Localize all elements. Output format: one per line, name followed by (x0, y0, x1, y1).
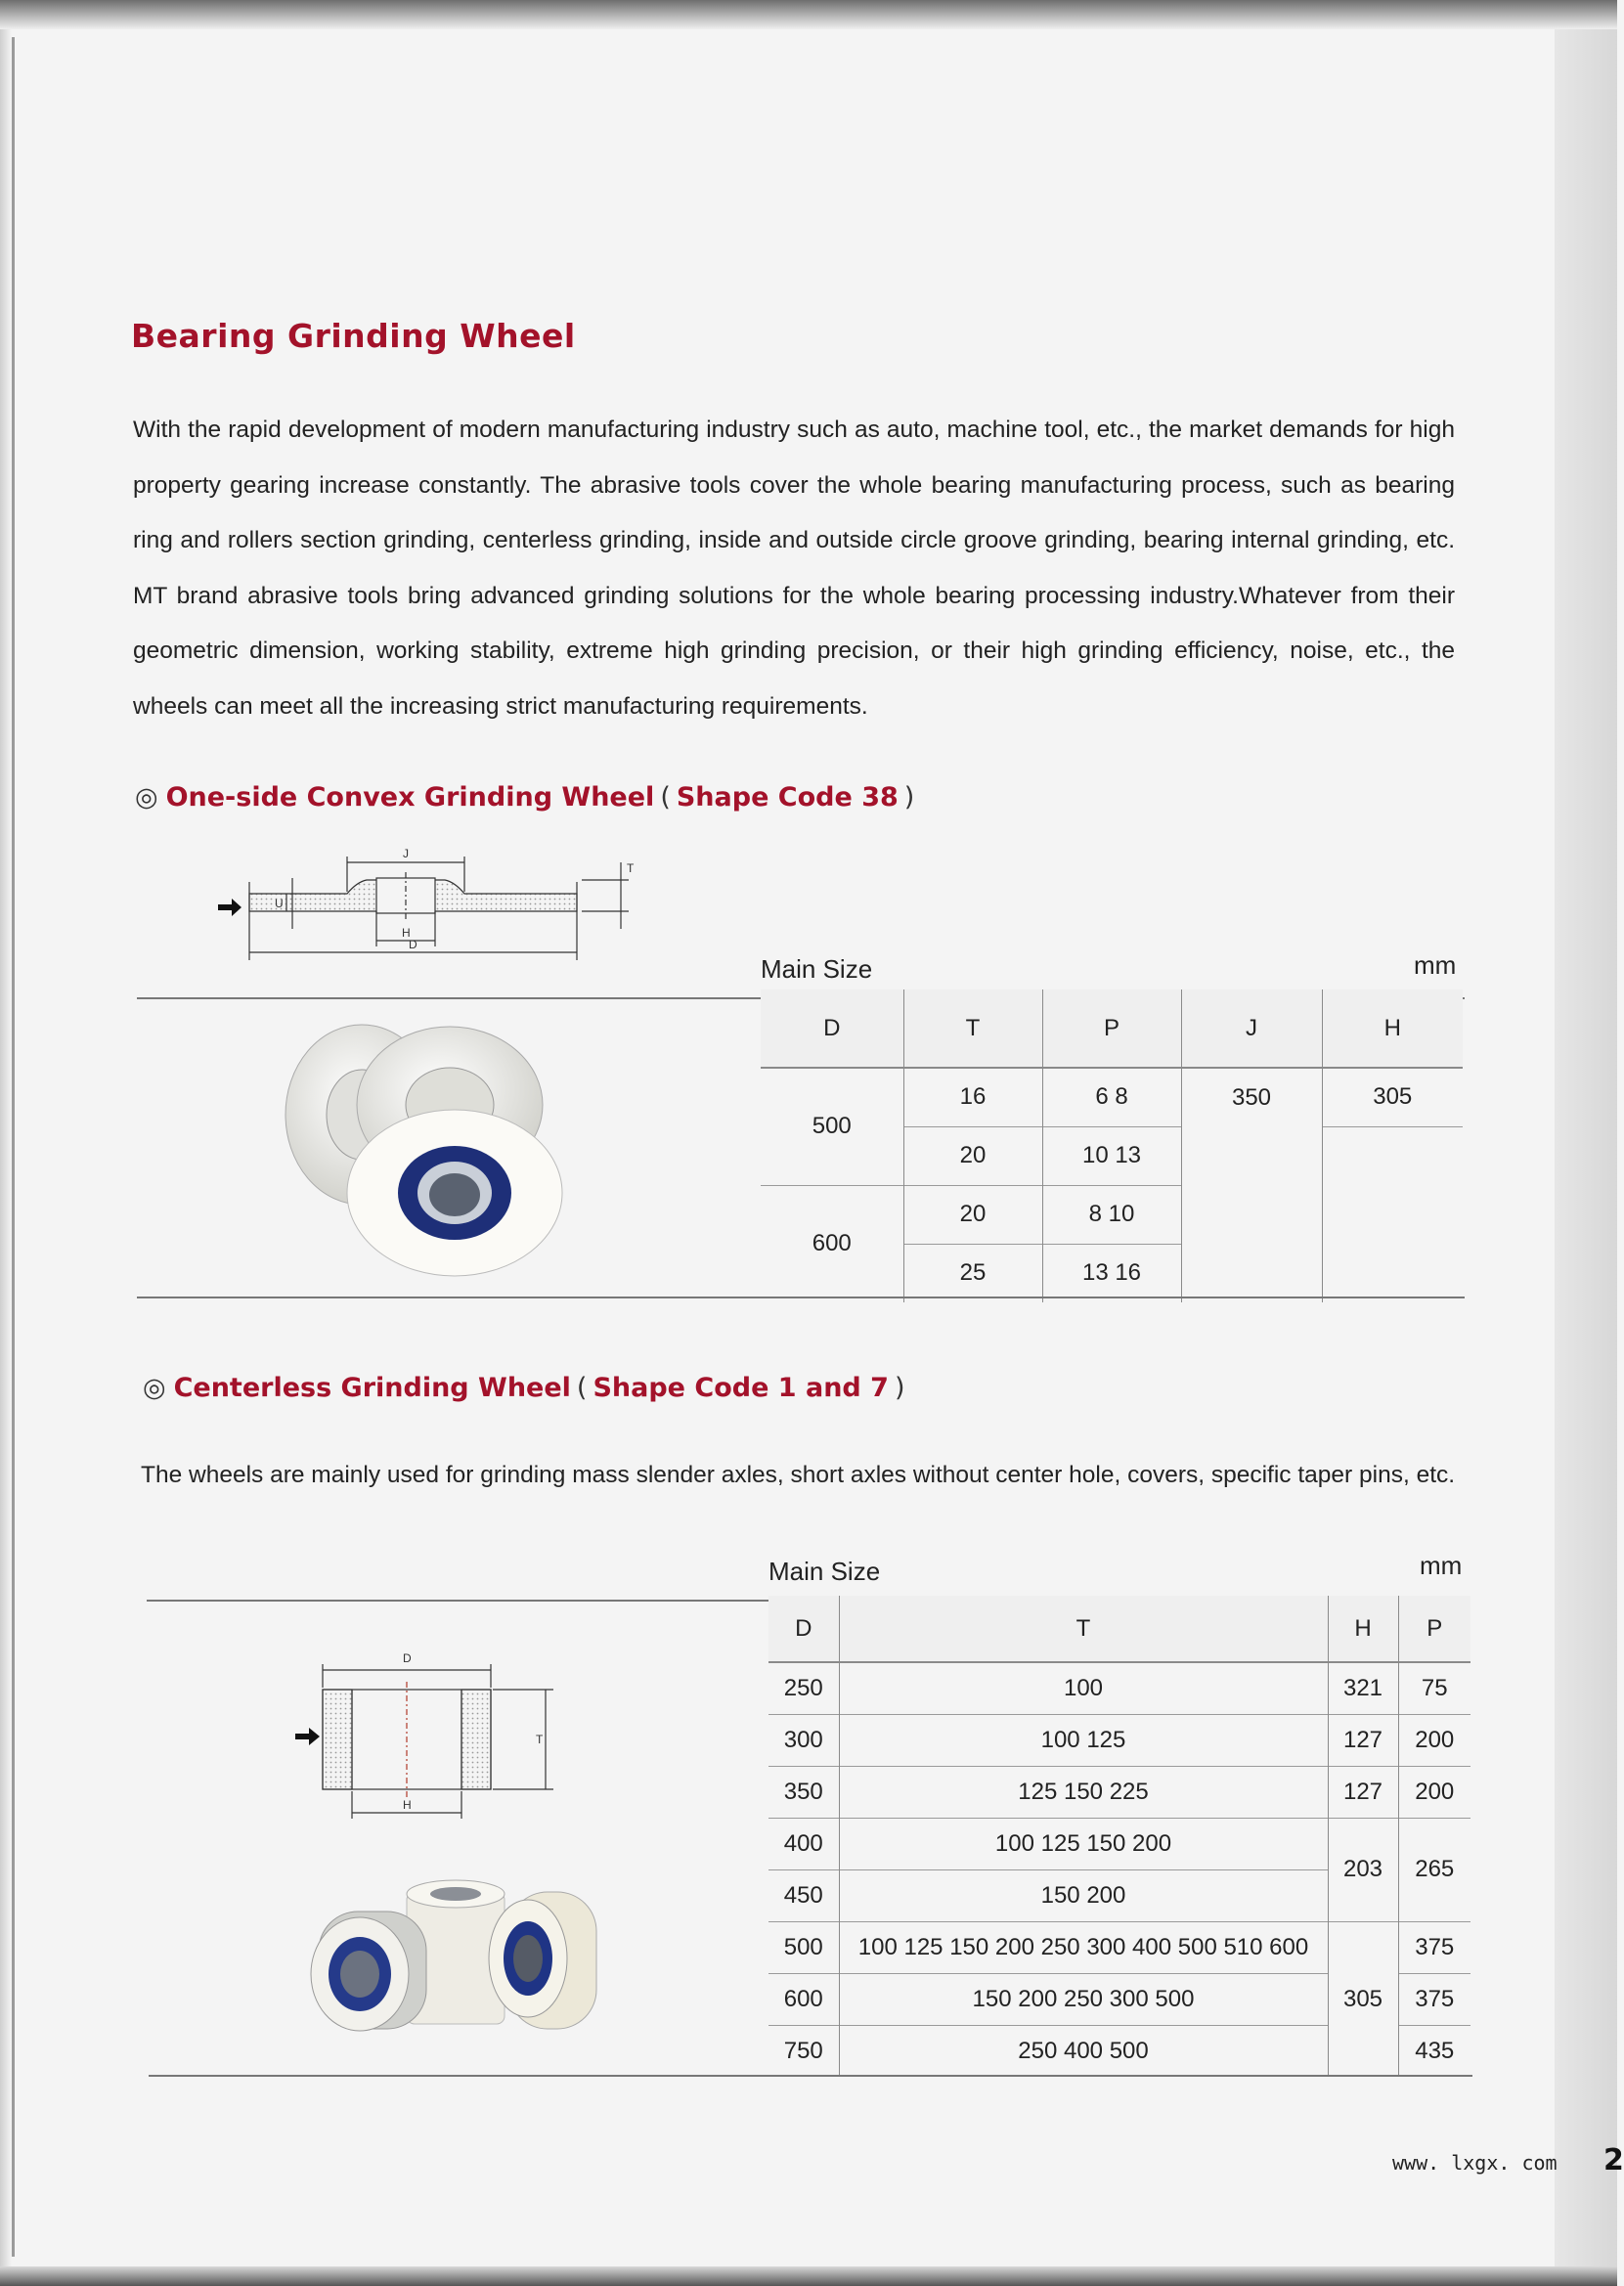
s1-cell-h-empty (1322, 1126, 1463, 1302)
s2-cell-h: 203 (1328, 1818, 1398, 1921)
table-row (768, 1662, 1470, 1714)
s1-cell-p: 13 16 (1042, 1244, 1181, 1302)
section2-label-d: D (403, 1651, 412, 1665)
s2-cell-d: 600 (768, 1973, 839, 2025)
section2-caption: Main Size (768, 1557, 881, 1586)
s2-cell-d: 300 (768, 1714, 839, 1766)
section1-label-u: U (275, 897, 284, 910)
s2-cell-d: 400 (768, 1818, 839, 1869)
s1-cell-t: 16 (903, 1068, 1042, 1126)
s2-cell-p: 200 (1398, 1714, 1470, 1766)
scan-top-edge (0, 0, 1617, 29)
s2-cell-t: 100 125 150 200 250 300 400 500 510 600 (839, 1921, 1328, 1973)
section2-description: The wheels are mainly used for grinding mass slender axles, short axles without center hole, covers, specific taper pins, etc. (141, 1462, 1456, 1488)
section1-name: One-side Convex Grinding Wheel (165, 782, 655, 813)
section1-open-paren: ( (660, 782, 671, 813)
s2-cell-t: 250 400 500 (839, 2025, 1328, 2077)
section2-label-h: H (403, 1798, 412, 1812)
s1-header-p: P (1042, 989, 1181, 1068)
s2-cell-d: 450 (768, 1869, 839, 1921)
section2-shape-drawing (289, 1643, 573, 1828)
s1-cell-t: 20 (903, 1185, 1042, 1244)
s2-cell-d: 350 (768, 1766, 839, 1818)
section2-name: Centerless Grinding Wheel (173, 1373, 571, 1403)
footer-url: www. lxgx. com (1392, 2151, 1558, 2175)
s2-cell-d: 500 (768, 1921, 839, 1973)
s2-header-p: P (1398, 1596, 1470, 1662)
section2-bullet-icon: ◎ (143, 1373, 166, 1403)
s2-cell-d: 750 (768, 2025, 839, 2077)
section1-label-d: D (409, 938, 417, 951)
s2-cell-t: 150 200 250 300 500 (839, 1973, 1328, 2025)
s2-cell-p: 435 (1398, 2025, 1470, 2077)
table-row (768, 1818, 1470, 1869)
s2-cell-p: 375 (1398, 1973, 1470, 2025)
s1-header-j: J (1181, 989, 1322, 1068)
section1-heading (135, 782, 920, 813)
s2-cell-p: 265 (1398, 1818, 1470, 1921)
s2-cell-h: 321 (1328, 1662, 1398, 1714)
s2-cell-h: 127 (1328, 1766, 1398, 1818)
section2-table (768, 1596, 1470, 2077)
page-edge (12, 37, 15, 2257)
s1-cell-t: 25 (903, 1244, 1042, 1302)
s2-cell-h: 305 (1328, 1921, 1398, 2077)
s2-cell-p: 75 (1398, 1662, 1470, 1714)
section1-label-h: H (402, 926, 411, 940)
page-number: 2 (1603, 2143, 1624, 2177)
section1-unit: mm (1414, 950, 1457, 980)
s1-cell-h: 305 (1322, 1068, 1463, 1126)
section2-heading (143, 1373, 911, 1403)
section2-label-t: T (536, 1733, 544, 1746)
s1-header-d: D (761, 989, 903, 1068)
s1-cell-p: 10 13 (1042, 1126, 1181, 1185)
section1-label-t: T (627, 861, 635, 875)
s2-cell-t: 100 125 150 200 (839, 1818, 1328, 1869)
section2-unit: mm (1420, 1551, 1463, 1580)
s2-cell-d: 250 (783, 1674, 823, 1701)
s2-header-h: H (1328, 1596, 1398, 1662)
s1-header-t: T (903, 989, 1042, 1068)
page-gutter (1555, 29, 1624, 2268)
s2-cell-t: 125 150 225 (839, 1766, 1328, 1818)
s1-cell-p: 6 8 (1042, 1068, 1181, 1126)
section1-wheel-photo (284, 1017, 567, 1281)
s1-cell-j-empty (1181, 1126, 1322, 1302)
section1-shape-code: Shape Code 38 (676, 782, 899, 813)
section1-caption: Main Size (761, 954, 873, 984)
section1-close-paren: ) (903, 782, 915, 813)
s1-cell-d: 600 (761, 1185, 903, 1302)
section2-close-paren: ) (894, 1373, 905, 1403)
s2-header-d: D (768, 1596, 839, 1662)
s2-header-t: T (839, 1596, 1328, 1662)
s1-cell-j: 350 (1181, 1068, 1322, 1126)
section1-bottom-rule (137, 1297, 1465, 1298)
section1-bullet-icon: ◎ (135, 782, 158, 813)
section1-table (761, 989, 1463, 1302)
section1-shape-drawing (210, 843, 650, 960)
table-row (761, 1068, 1463, 1126)
s1-cell-t: 20 (903, 1126, 1042, 1185)
table-row (768, 1921, 1470, 1973)
s1-cell-p: 8 10 (1042, 1185, 1181, 1244)
section2-wheel-photo (301, 1872, 604, 2048)
scan-left-edge (0, 29, 12, 2268)
s2-cell-t: 100 (839, 1662, 1328, 1714)
s2-cell-t: 150 200 (839, 1869, 1328, 1921)
s1-header-h: H (1322, 989, 1463, 1068)
section1-label-j: J (403, 847, 409, 860)
table-row (768, 1766, 1470, 1818)
page-title: Bearing Grinding Wheel (131, 317, 576, 355)
s1-cell-d: 500 (761, 1068, 903, 1185)
scan-bottom-edge (0, 2266, 1617, 2286)
s2-cell-p: 375 (1398, 1921, 1470, 1973)
section2-shape-code: Shape Code 1 and 7 (593, 1373, 889, 1403)
s2-cell-p: 200 (1398, 1766, 1470, 1818)
intro-paragraph: With the rapid development of modern manufacturing industry such as auto, machine tool, etc., the market demands for high property gearing increase constantly. The abrasive tools cover the whole bearing manufacturing process, such as bearing ring and rollers section grinding, centerless grinding, inside and outside circle groove grinding, bearing internal grinding, etc. MT brand abrasive tools bring advanced grinding solutions for the whole bearing processing industry.Whatever from their geometric dimension, working stability, extreme high grinding precision, or their high grinding efficiency, noise, etc., the wheels can meet all the increasing strict manufacturing requirements. (133, 417, 1455, 720)
section2-bottom-rule (149, 2075, 1472, 2077)
section2-open-paren: ( (576, 1373, 588, 1403)
s2-cell-h: 127 (1328, 1714, 1398, 1766)
s2-cell-t: 100 125 (839, 1714, 1328, 1766)
table-row (768, 1714, 1470, 1766)
